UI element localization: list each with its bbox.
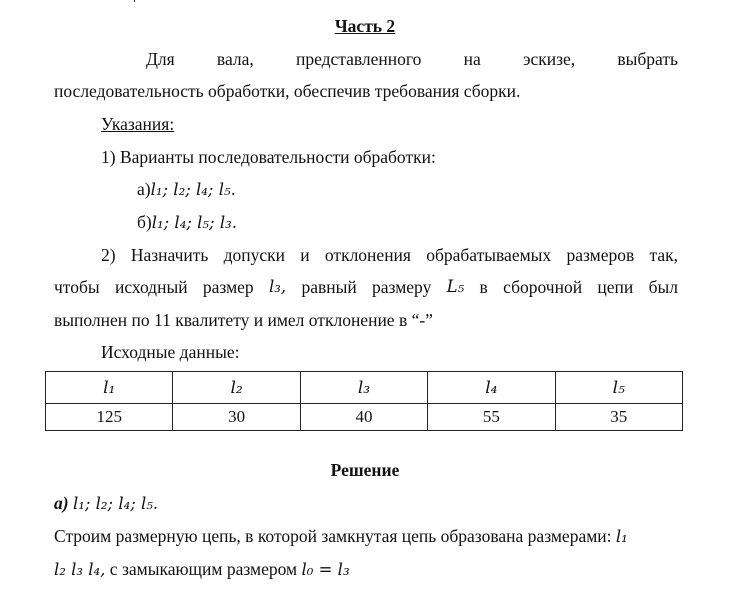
variant-b [137,212,237,233]
chain-line-2-formula: l₀ = l₃ [301,560,350,579]
chain-line-2-dims: l₂ l₃ l₄, [54,560,106,579]
table-cell: 30 [173,404,300,431]
table-header-cell: l₃ [300,372,427,404]
source-data-label: Исходные данные: [101,342,240,362]
word: 2) [101,245,116,265]
word: отклонения [324,245,411,265]
chain-line-1-text: Строим размерную цепь, в которой замкнутая цепь образована размерами: [54,526,612,546]
word: равный [301,277,357,297]
word: исходный [114,277,188,297]
word: так, [649,245,678,265]
item-2-line-2 [54,277,678,298]
solution-a-sequence: l₁; l₂; l₄; l₅. [72,494,159,513]
table-header-row [46,372,683,404]
variant-a-sequence: l₁; l₂; l₄; l₅. [150,180,236,199]
variant-b-prefix: б) [137,212,152,232]
solution-variant-a [54,493,158,514]
word: в [479,277,488,297]
word: сборочной [503,277,583,297]
word: L₅ [446,277,465,296]
top-edge-mark [134,0,141,2]
word: размеру [372,277,432,297]
table-cell: 125 [46,404,173,431]
word: чтобы [54,277,100,297]
word: эскизе, [522,49,576,69]
word: на [463,49,481,69]
chain-line-2-text: с замыкающим размером [109,559,298,579]
table-cell: 40 [300,404,427,431]
item-2-line-3: выполнен по 11 квалитету и имел отклонение в “-” [54,310,433,330]
intro-line-2: последовательность обработки, обеспечив требования сборки. [54,81,521,101]
word: допуски [223,245,286,265]
solution-title: Решение [330,460,400,480]
table-header-cell: l₅ [555,372,682,404]
chain-line-2 [54,559,350,580]
item-1-text: 1) Варианты последовательности обработки: [101,147,436,167]
source-data-table [45,371,683,431]
word: вала, [216,49,254,69]
word: Для [146,49,175,69]
part-title: Часть 2 [334,16,396,36]
word: обрабатываемых [426,245,552,265]
word: l₃, [268,277,287,296]
word: цепи [597,277,634,297]
table-row [46,404,683,431]
instructions-label: Указания: [101,114,175,134]
table-header-cell: l₄ [428,372,555,404]
intro-line-1 [146,49,678,70]
table-cell: 35 [555,404,682,431]
table-cell: 55 [428,404,555,431]
word: был [648,277,678,297]
variant-a-prefix: а) [137,179,151,199]
variant-b-sequence: l₁; l₄; l₅; l₃. [151,213,237,232]
variant-a [137,179,236,200]
solution-a-prefix: а) [54,493,69,513]
table-header-cell: l₂ [173,372,300,404]
chain-line-1-dim: l₁ [615,527,628,546]
word: Назначить [130,245,209,265]
chain-line-1 [54,526,628,547]
word: и [300,245,310,265]
table-header-cell: l₁ [46,372,173,404]
word: выбрать [617,49,678,69]
word: размер [202,277,254,297]
word: представленного [295,49,422,69]
word: размеров [566,245,635,265]
item-2-line-1 [101,245,678,266]
